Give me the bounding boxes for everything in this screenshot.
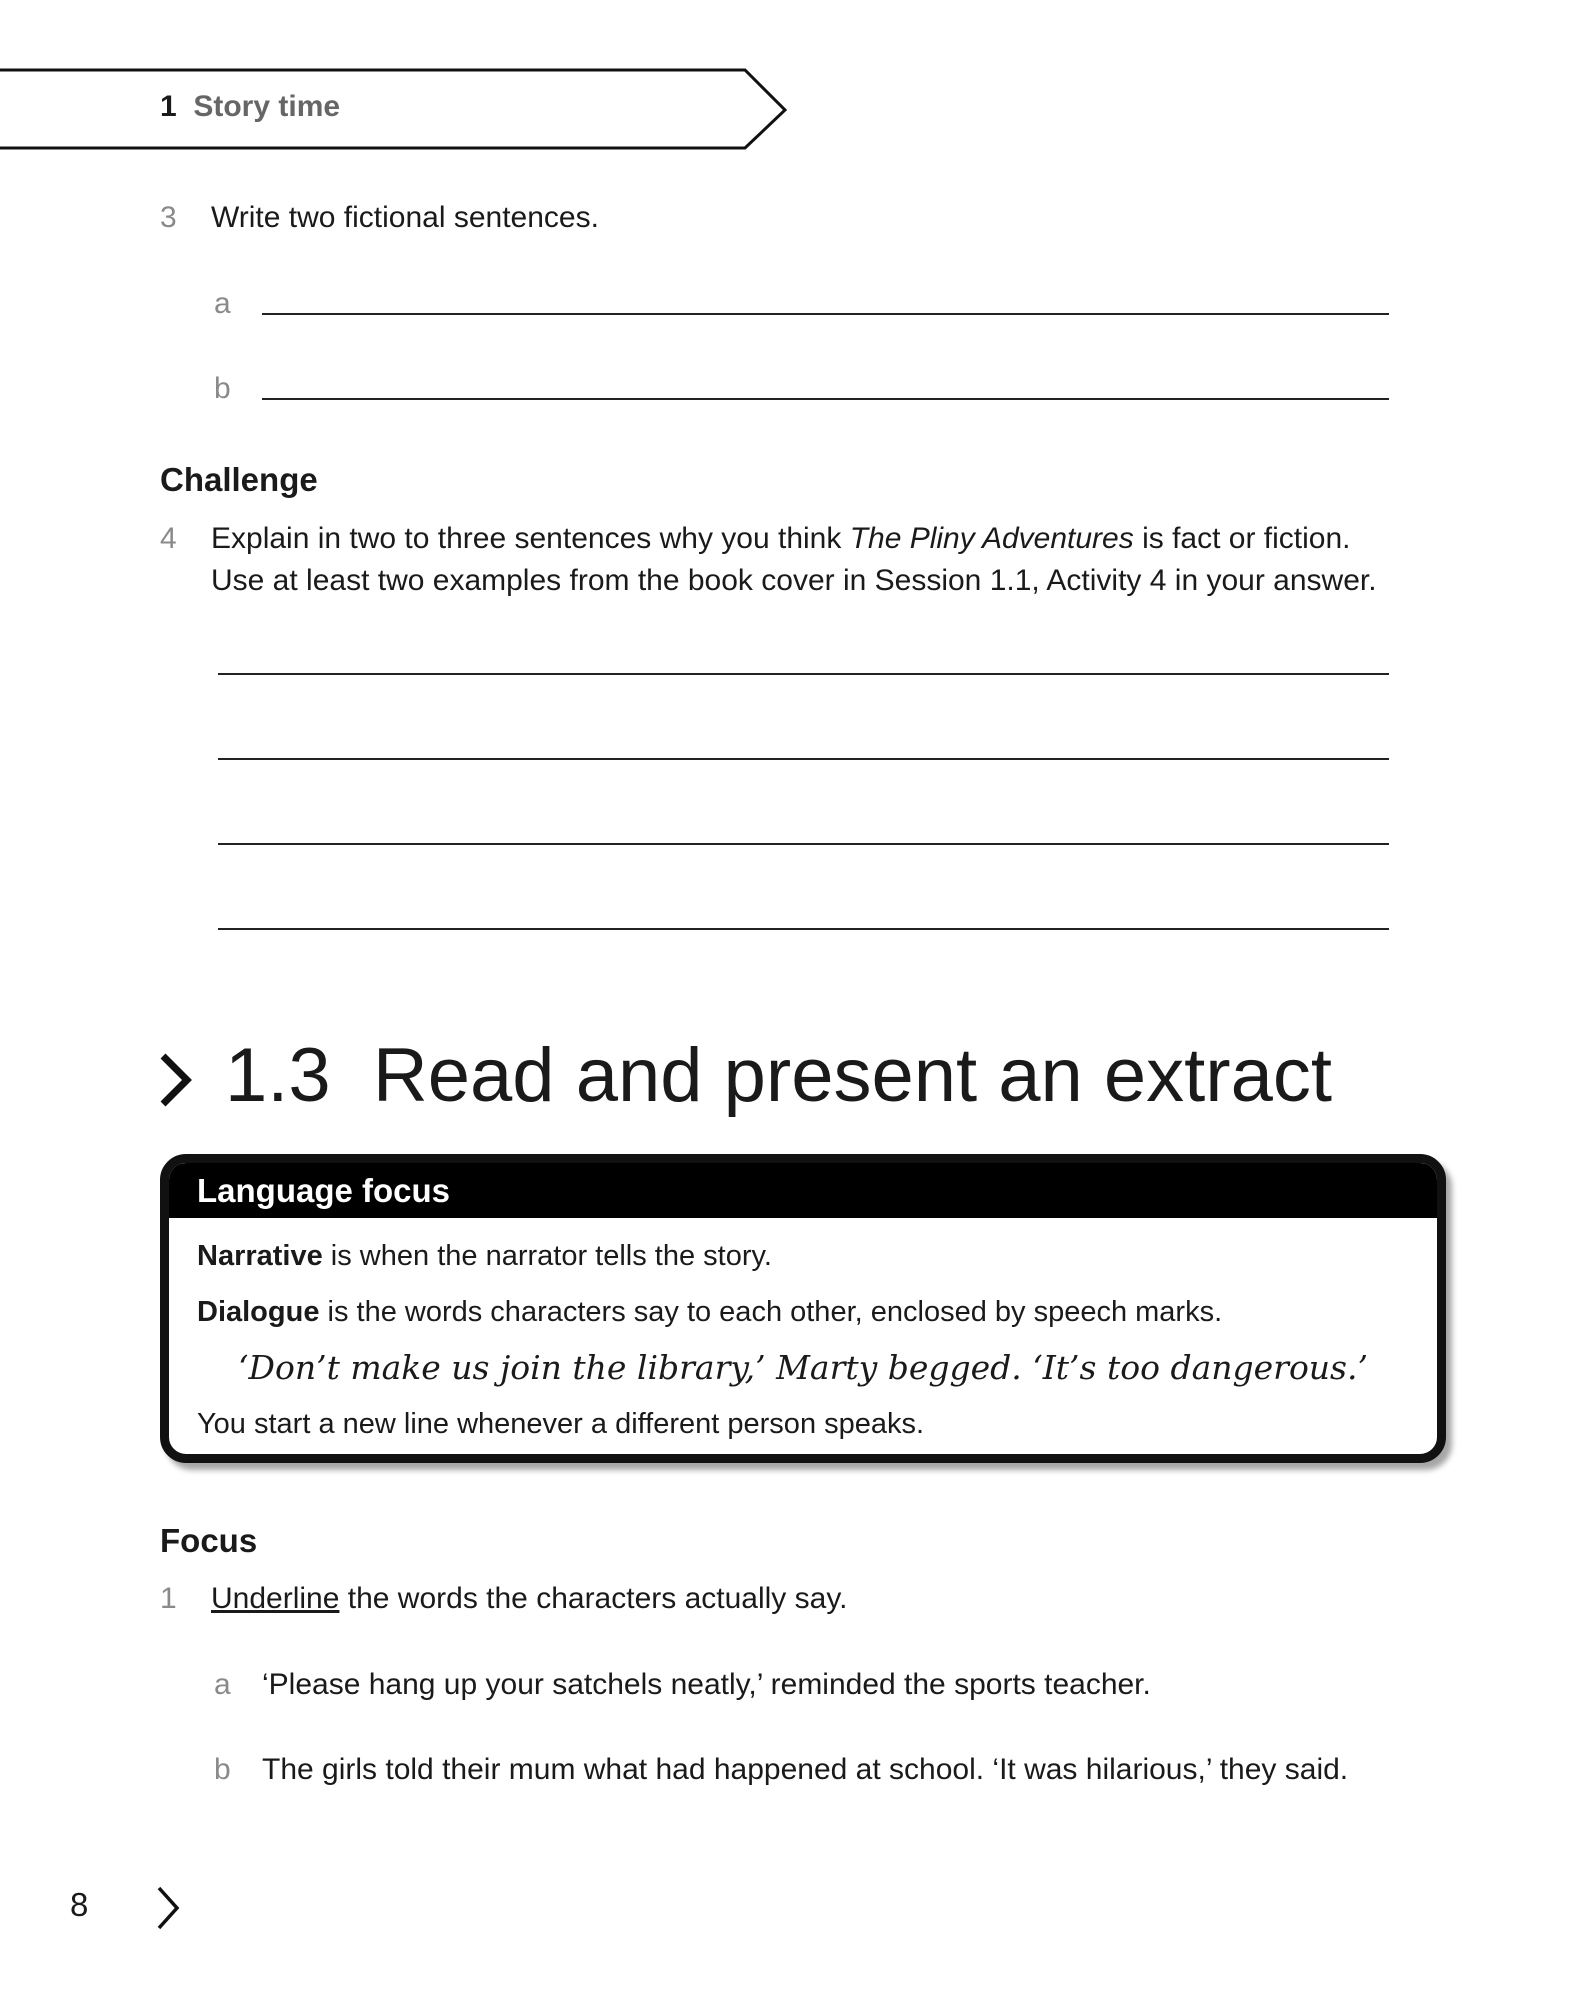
answer-line-4-2[interactable] (218, 758, 1389, 760)
q1-instruction (211, 1578, 847, 1620)
answer-line-3a[interactable] (262, 313, 1389, 315)
chapter-tab (0, 0, 800, 160)
narrative-definition (197, 1240, 772, 1273)
q1-item-b-sentence[interactable]: The girls told their mum what had happened at school. ‘It was hilarious,’ they said. (262, 1753, 1349, 1786)
q3-line-a-label: a (214, 287, 231, 320)
section-heading (225, 1032, 1332, 1119)
challenge-heading: Challenge (160, 461, 318, 498)
q1-instruction-rest: the words the characters actually say. (339, 1582, 848, 1615)
focus-heading: Focus (160, 1522, 258, 1559)
q4-book-title: The Pliny Adventures (849, 522, 1134, 555)
q1-item-b-label: b (214, 1753, 231, 1786)
underline-word: Underline (211, 1582, 340, 1615)
section-title: Read and present an extract (372, 1033, 1332, 1118)
answer-line-3b[interactable] (262, 398, 1389, 400)
answer-line-4-1[interactable] (218, 673, 1389, 675)
chapter-number: 1 (160, 90, 177, 123)
chapter-label (160, 90, 340, 124)
q4-text-before: Explain in two to three sentences why you think (211, 522, 850, 555)
next-page-chevron-icon[interactable] (153, 1884, 183, 1932)
q1-item-a-label: a (214, 1668, 231, 1701)
q4-number: 4 (160, 522, 177, 555)
q4-text-line1 (211, 518, 1350, 560)
answer-line-4-3[interactable] (218, 843, 1389, 845)
narrative-def: is when the narrator tells the story. (322, 1240, 772, 1272)
q3-line-b-label: b (214, 372, 231, 405)
dialogue-term: Dialogue (197, 1296, 320, 1328)
q3-text: Write two fictional sentences. (211, 201, 599, 234)
narrative-term: Narrative (197, 1240, 323, 1272)
section-number: 1.3 (225, 1033, 331, 1118)
chapter-title: Story time (193, 90, 341, 123)
dialogue-def: is the words characters say to each other, enclosed by speech marks. (319, 1296, 1223, 1328)
dialogue-definition (197, 1296, 1222, 1329)
chapter-tab-shape (0, 0, 800, 160)
q1-item-a-sentence[interactable]: ‘Please hang up your satchels neatly,’ reminded the sports teacher. (262, 1668, 1151, 1701)
answer-line-4-4[interactable] (218, 928, 1389, 930)
page-number: 8 (70, 1886, 89, 1923)
q4-text-line2: Use at least two examples from the book cover in Session 1.1, Activity 4 in your answer. (211, 564, 1377, 597)
language-focus-box (160, 1154, 1446, 1463)
q4-text-after: is fact or fiction. (1133, 522, 1351, 555)
q3-number: 3 (160, 201, 177, 234)
dialogue-example: ‘Don’t make us join the library,’ Marty begged. ‘It’s too dangerous.’ (238, 1348, 1368, 1387)
q1-number: 1 (160, 1582, 177, 1615)
new-line-rule: You start a new line whenever a different person speaks. (197, 1408, 925, 1440)
language-focus-heading: Language focus (169, 1163, 1437, 1218)
chevron-right-icon (155, 1050, 195, 1110)
